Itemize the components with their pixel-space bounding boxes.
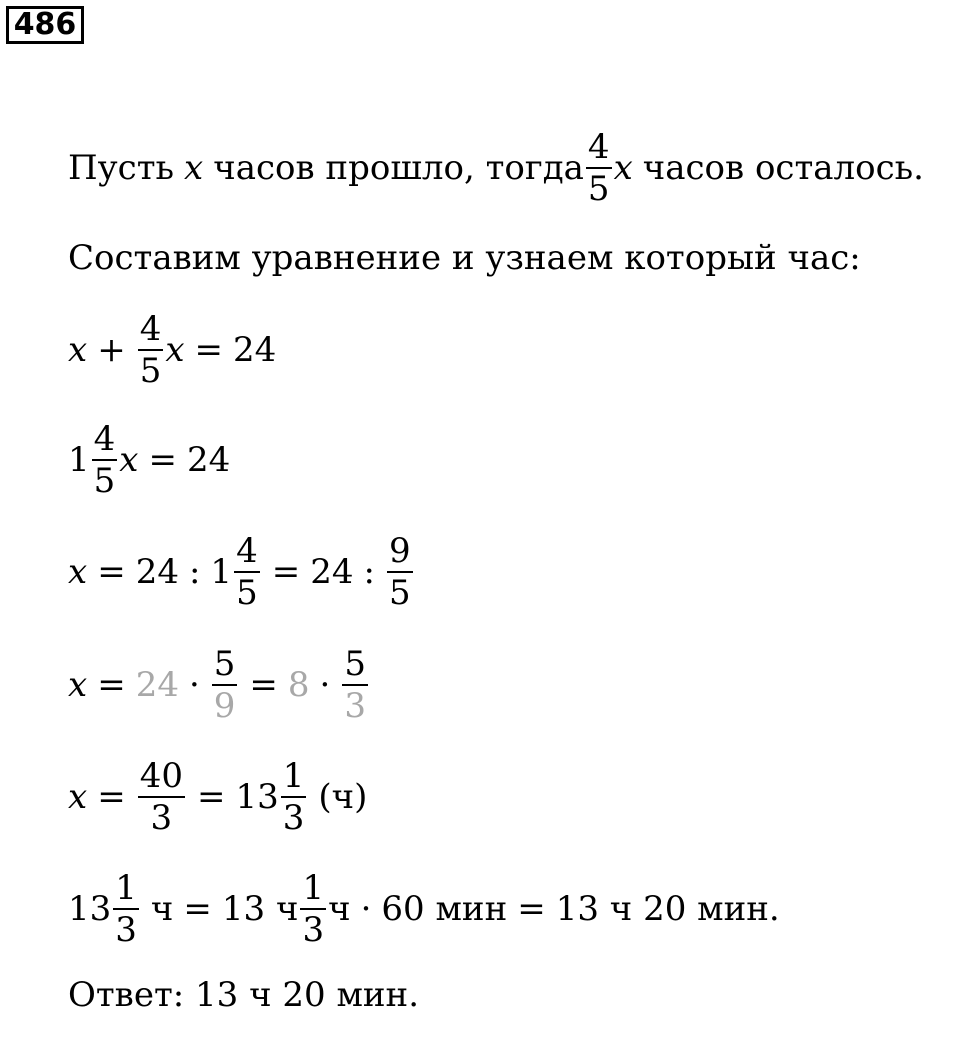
fraction [300,868,326,950]
fraction-numerator: 4 [236,531,258,571]
fraction-four-fifths [586,127,612,209]
result-value: 13 ч 20 мин. [555,889,780,929]
mixed-whole: 1 [210,552,233,592]
fraction-denominator: 3 [115,910,137,950]
unit-label: ч [150,889,174,929]
variable-x: x [165,330,185,370]
mixed-whole: 1 [68,440,90,480]
variable-x: x [68,665,88,705]
variable-x: x [119,440,139,480]
fraction-numerator: 5 [344,644,366,684]
answer-text: Ответ: 13 ч 20 мин. [68,975,420,1015]
rhs-value: 24 [233,330,277,370]
mixed-whole: 13 [68,889,112,929]
fraction-numerator: 4 [587,127,610,167]
variable-x: x [68,777,88,817]
plus-sign: + [97,330,126,370]
equals-sign: = [97,552,126,592]
answer-line [68,953,419,1037]
fraction-numerator: 9 [388,531,411,571]
equation-1 [68,305,276,395]
equation-4 [68,640,370,730]
equals-sign: = [196,777,226,817]
unit-label: (ч) [318,777,368,817]
variable-x: x [68,552,88,592]
fraction-numerator: 1 [115,868,137,908]
minutes-value: 60 мин [381,889,508,929]
fraction [138,756,185,838]
equation-6 [68,864,780,954]
fraction-numerator: 40 [139,756,183,796]
equation-5 [68,752,367,842]
fraction [234,531,260,613]
statement-text-c: часов осталось. [642,148,924,188]
fraction-denominator: 3 [282,798,305,838]
equation-2 [68,415,230,505]
equation-3 [68,527,415,617]
fraction-numerator: 5 [213,644,236,684]
problem-number: 486 [6,6,84,44]
fraction-denominator: 3 [344,686,366,726]
fraction [281,756,307,838]
equals-sign: = [183,889,212,929]
equals-sign: = [271,552,301,592]
variable-x: x [613,148,633,188]
cancelled-value: 8 [287,665,310,705]
fraction [342,644,368,726]
statement-text-b: часов прошло, тогда [213,148,584,188]
equals-sign: = [97,665,126,705]
fraction-denominator: 9 [213,686,236,726]
equals-sign: = [194,330,224,370]
fraction-denominator: 3 [150,798,173,838]
instruction-text: Составим уравнение и узнаем который час: [68,238,861,278]
multiply-dot: · [188,665,200,705]
instruction-line [68,213,861,303]
hours-value: 13 ч [221,889,299,929]
fraction-denominator: 5 [587,169,610,209]
fraction-denominator: 5 [93,461,116,501]
equals-sign: = [249,665,278,705]
multiply-dot: · [319,665,331,705]
fraction [113,868,139,950]
variable-x: x [68,330,88,370]
equals-sign: = [97,777,126,817]
equals-sign: = [517,889,546,929]
cancelled-value: 24 [135,665,179,705]
divide-sign: : [188,552,201,592]
fraction-numerator: 1 [282,756,305,796]
divide-sign: : [363,552,375,592]
fraction-numerator: 1 [302,868,325,908]
fraction-denominator: 3 [302,910,325,950]
fraction [92,419,118,501]
fraction-denominator: 5 [236,573,258,613]
value: 24 [135,552,179,592]
equals-sign: = [148,440,177,480]
value: 24 [310,552,354,592]
fraction-denominator: 5 [139,351,162,391]
variable-x: x [184,148,204,188]
fraction-numerator: 4 [139,309,162,349]
multiply-dot: · [360,889,372,929]
fraction [212,644,238,726]
fraction [138,309,164,391]
unit-label: ч [328,889,351,929]
rhs-value: 24 [186,440,231,480]
fraction-numerator: 4 [93,419,116,459]
fraction [387,531,413,613]
mixed-whole: 13 [235,777,279,817]
statement-text-a: Пусть [68,148,175,188]
fraction-denominator: 5 [388,573,411,613]
statement-line [68,123,924,213]
